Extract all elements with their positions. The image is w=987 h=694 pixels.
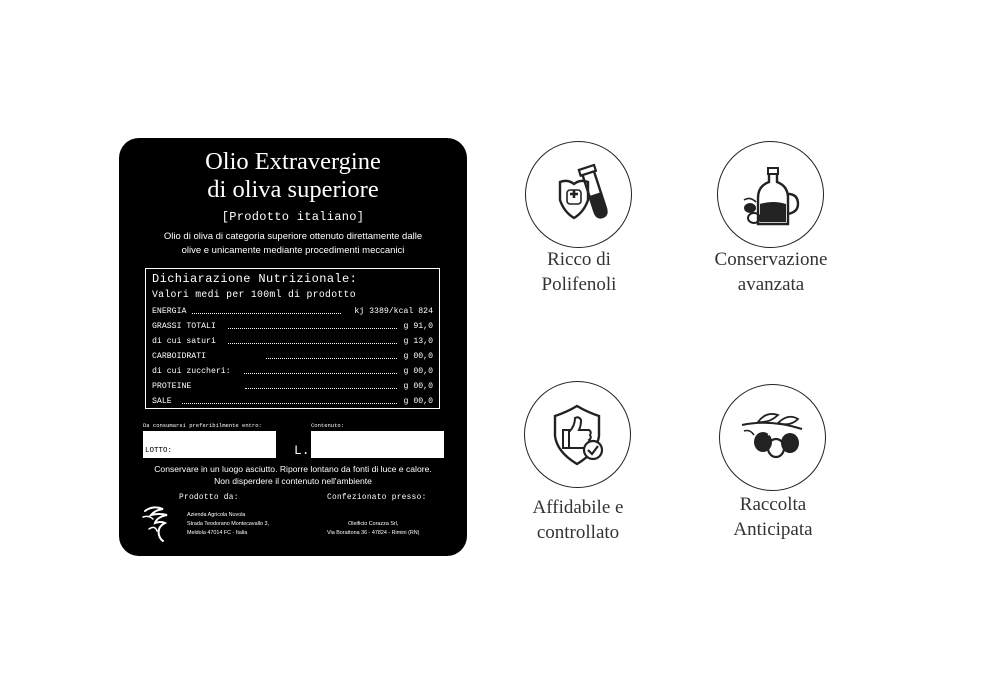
nutrition-row: [152, 381, 433, 393]
packaged-by-label: Confezionato presso:: [327, 494, 427, 502]
thumbs-up-shield-icon: [525, 382, 632, 489]
producer-line-2: Strada Teodorano Montecavallo 3,: [187, 521, 270, 527]
content-label: Contenuto:: [311, 422, 345, 429]
content-box: [311, 431, 444, 458]
storage-line-2: Non disperdere il contenuto nell'ambiente: [214, 476, 372, 486]
packager-line-1: Oleificio Corazza Srl,: [348, 521, 399, 527]
nutrient-name: GRASSI TOTALI: [152, 322, 216, 331]
brand-logo-icon: [141, 501, 175, 543]
unit-label: L.: [294, 443, 310, 458]
olive-branch-icon: [720, 385, 827, 492]
label-title: [119, 148, 467, 204]
nutrition-row: [152, 366, 433, 378]
feature-reliable: [488, 381, 668, 547]
feature-label: [489, 247, 669, 297]
nutrition-row: [152, 351, 433, 363]
feature-circle: [719, 384, 826, 491]
nutrient-value: g 00,0: [403, 352, 433, 361]
feature-label: [683, 492, 863, 542]
feature-label-line-2: avanzata: [737, 274, 805, 295]
description-line-1: Olio di oliva di categoria superiore ottenuto direttamente dalle: [163, 231, 423, 242]
feature-label-line-1: Conservazione: [714, 249, 828, 270]
feature-label-line-1: Ricco di: [547, 249, 611, 270]
producer-address: [187, 511, 269, 538]
lot-label: LOTTO:: [145, 447, 173, 455]
nutrient-name: SALE: [152, 397, 172, 406]
nutrient-value: g 13,0: [403, 337, 433, 346]
nutrition-row: [152, 396, 433, 408]
nutrient-name: di cui zuccheri:: [152, 367, 231, 376]
feature-label-line-2: controllato: [536, 522, 620, 543]
nutrient-value: g 00,0: [403, 367, 433, 376]
nutrition-row: [152, 321, 433, 333]
feature-label: [681, 247, 861, 297]
producer-line-3: Meldola 47014 FC - Italia: [187, 530, 248, 536]
label-description: [139, 230, 447, 258]
dotted-leader: [192, 313, 341, 314]
dotted-leader: [228, 343, 397, 344]
feature-early-harvest: [683, 384, 863, 544]
nutrition-title: Dichiarazione Nutrizionale:: [152, 272, 358, 286]
title-line-2: di oliva superiore: [207, 176, 379, 203]
nutrition-subtitle: Valori medi per 100ml di prodotto: [152, 289, 356, 300]
nutrient-value: g 00,0: [403, 397, 433, 406]
nutrient-value: g 00,0: [403, 382, 433, 391]
feature-circle: [525, 141, 632, 248]
feature-circle: [717, 141, 824, 248]
nutrition-row: [152, 336, 433, 348]
feature-label-line-2: Polifenoli: [541, 274, 617, 295]
feature-label-line-1: Affidabile e: [532, 497, 624, 518]
nutrient-value: g 91,0: [403, 322, 433, 331]
storage-line-1: Conservare in un luogo asciutto. Riporre lontano da fonti di luce e calore.: [154, 464, 432, 474]
storage-instructions: [119, 463, 467, 487]
producer-line-1: Azienda Agricola Nuvola: [187, 512, 246, 518]
packager-line-2: Via Borattona 36 - 47824 - Rimini (RN): [327, 530, 420, 536]
nutrient-value: kj 3389/kcal 824: [354, 307, 433, 316]
nutrient-name: di cui saturi: [152, 337, 216, 346]
dotted-leader: [228, 328, 397, 329]
dotted-leader: [182, 403, 397, 404]
feature-preservation: [681, 141, 861, 301]
feature-label-line-1: Raccolta: [739, 494, 807, 515]
dotted-leader: [266, 358, 397, 359]
polyphenol-shield-test-tube-icon: [526, 142, 633, 249]
packager-address: [327, 520, 419, 538]
feature-circle: [524, 381, 631, 488]
nutrient-name: ENERGIA: [152, 307, 187, 316]
produced-by-label: Prodotto da:: [179, 494, 239, 502]
dotted-leader: [244, 373, 397, 374]
nutrient-name: PROTEINE: [152, 382, 192, 391]
nutrition-table: [145, 268, 440, 409]
feature-polyphenols: [489, 141, 669, 301]
nutrition-row: [152, 306, 433, 318]
feature-label: [488, 495, 668, 545]
feature-label-line-2: Anticipata: [733, 519, 813, 540]
product-label: [119, 138, 467, 556]
description-line-2: olive e unicamente mediante procedimenti meccanici: [181, 245, 405, 256]
oil-bottle-olives-icon: [718, 142, 825, 249]
best-before-label: Da consumarsi preferibilmente entro:: [143, 422, 262, 429]
dotted-leader: [245, 388, 397, 389]
title-line-1: Olio Extravergine: [205, 148, 381, 175]
nutrient-name: CARBOIDRATI: [152, 352, 207, 361]
label-subtitle: [Prodotto italiano]: [221, 210, 365, 224]
